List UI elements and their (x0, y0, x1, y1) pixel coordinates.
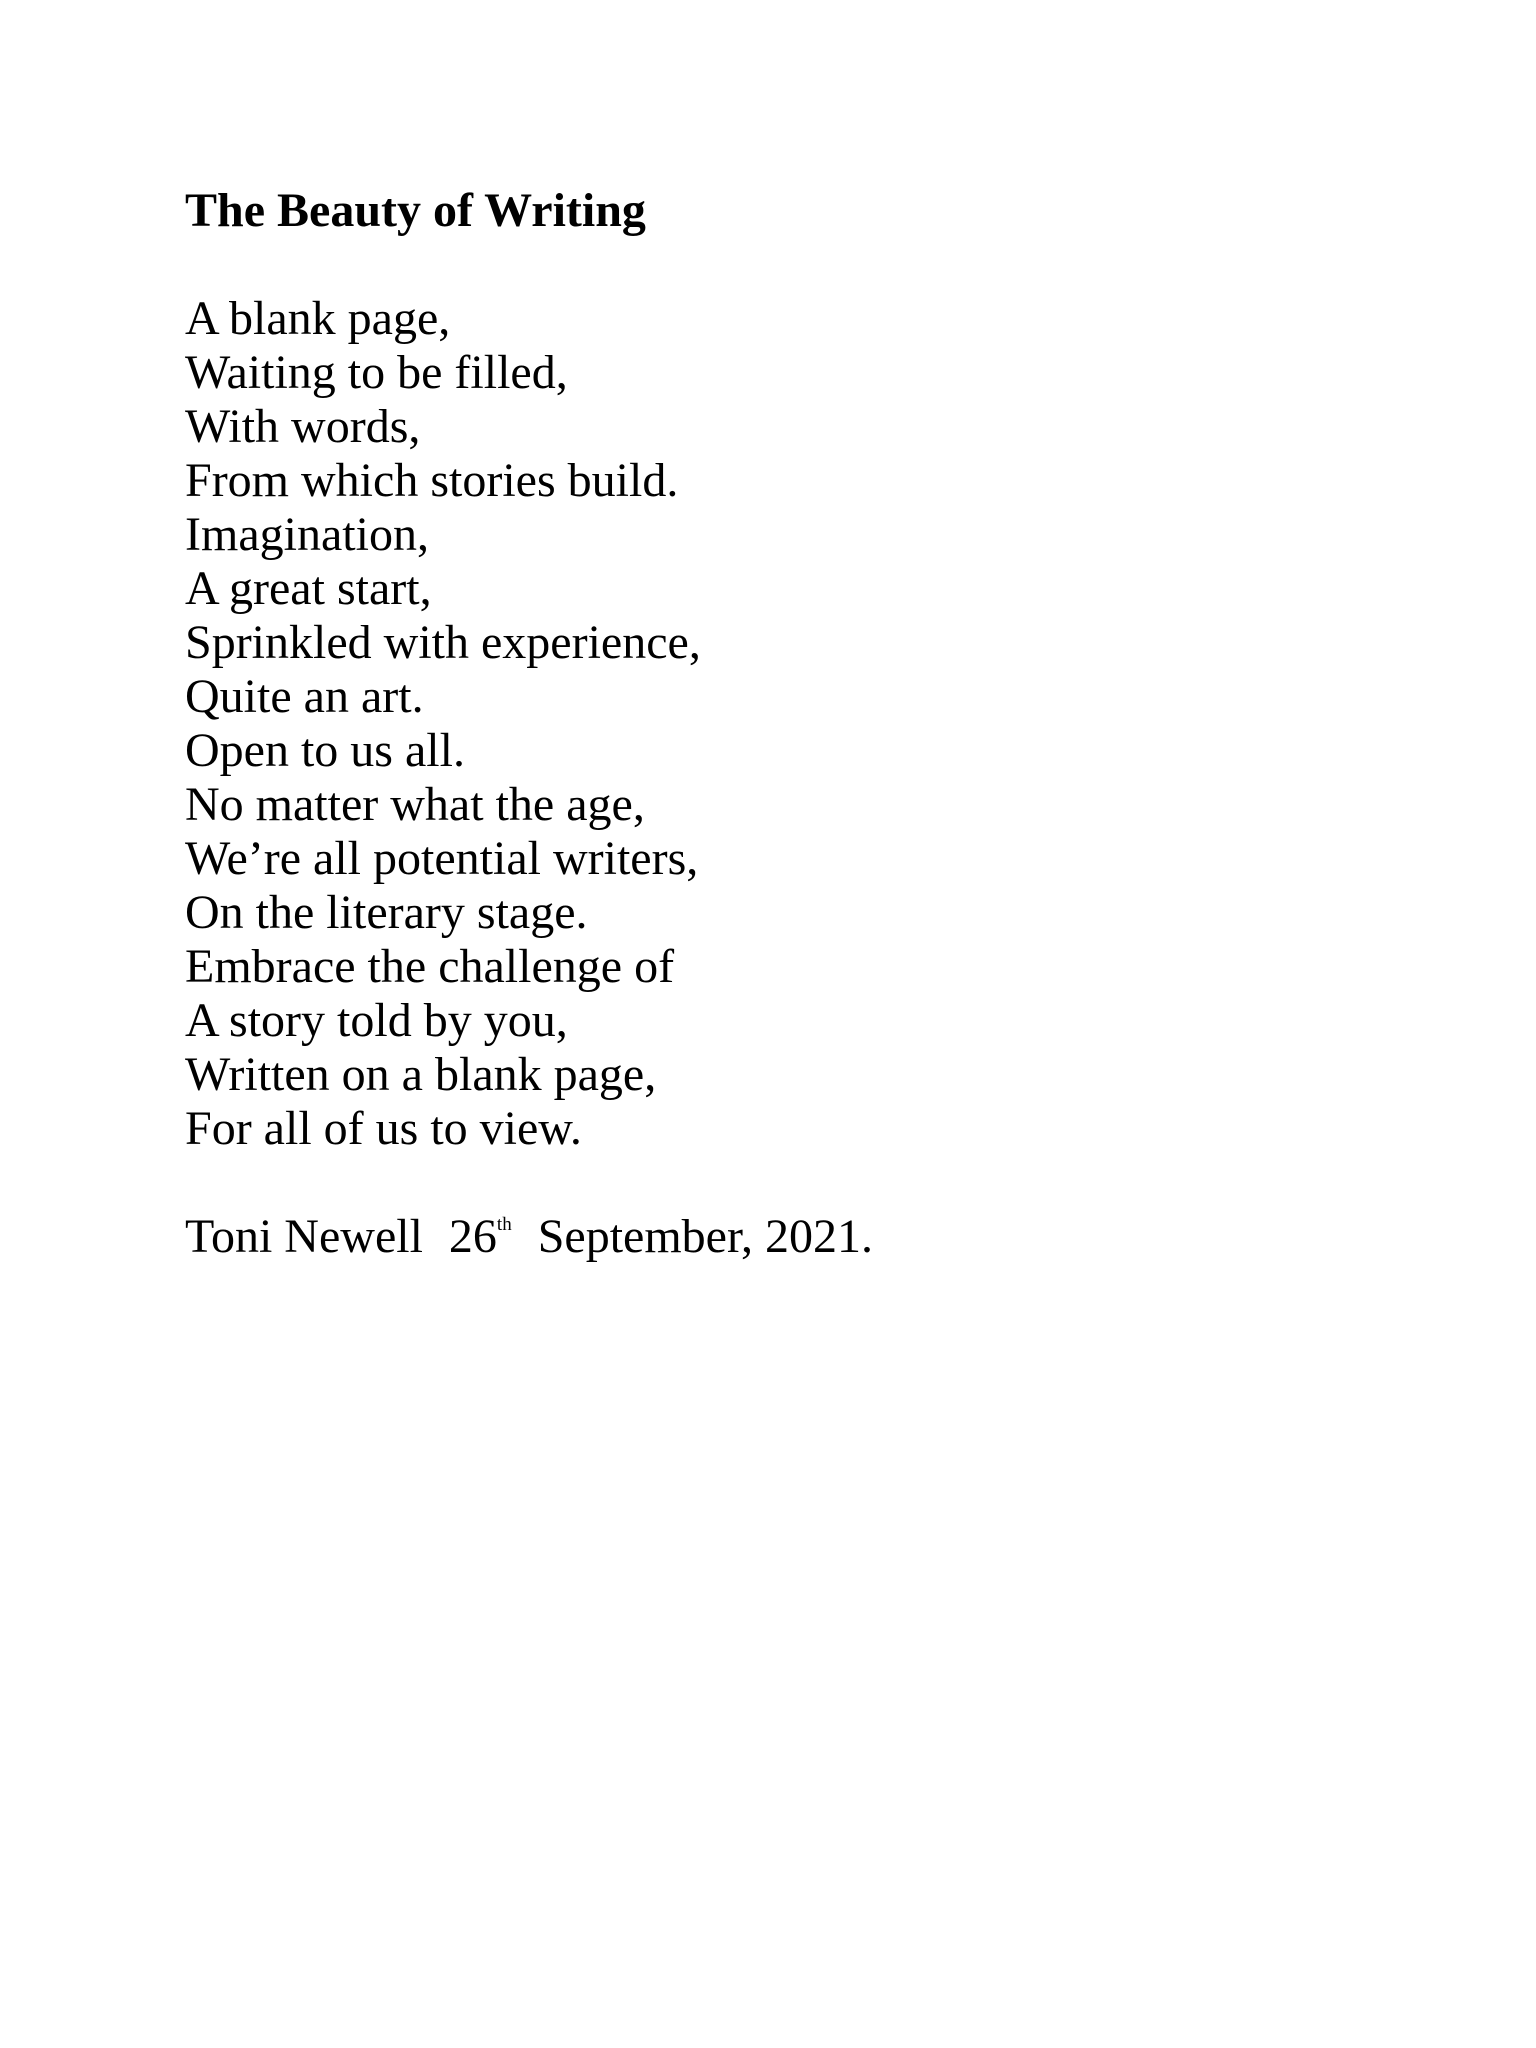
attribution-line (185, 1210, 873, 1274)
poem-line: On the literary stage. (185, 886, 588, 939)
poem-line: Quite an art. (185, 670, 424, 723)
author-name: Toni Newell (185, 1210, 423, 1263)
poem-line: For all of us to view. (185, 1102, 582, 1155)
poem-content (185, 184, 873, 1274)
poem-line: Sprinkled with experience, (185, 616, 701, 669)
poem-line: Embrace the challenge of (185, 940, 675, 993)
poem-line: No matter what the age, (185, 778, 645, 831)
poem-line: We’re all potential writers, (185, 832, 699, 885)
poem-body (185, 292, 873, 1156)
poem-title: The Beauty of Writing (185, 184, 646, 237)
poem-line: With words, (185, 400, 421, 453)
poem-line: Open to us all. (185, 724, 465, 777)
date-day: 26 (448, 1210, 497, 1263)
poem-line: Written on a blank page, (185, 1048, 657, 1101)
date-ordinal-suffix: th (496, 1214, 512, 1235)
poem-line: Imagination, (185, 508, 429, 561)
date-rest: September, 2021. (537, 1210, 874, 1263)
poem-line: From which stories build. (185, 454, 679, 507)
poem-line: A blank page, (185, 292, 451, 345)
poem-line: Waiting to be filled, (185, 346, 568, 399)
poem-line: A great start, (185, 562, 432, 615)
poem-line: A story told by you, (185, 994, 568, 1047)
